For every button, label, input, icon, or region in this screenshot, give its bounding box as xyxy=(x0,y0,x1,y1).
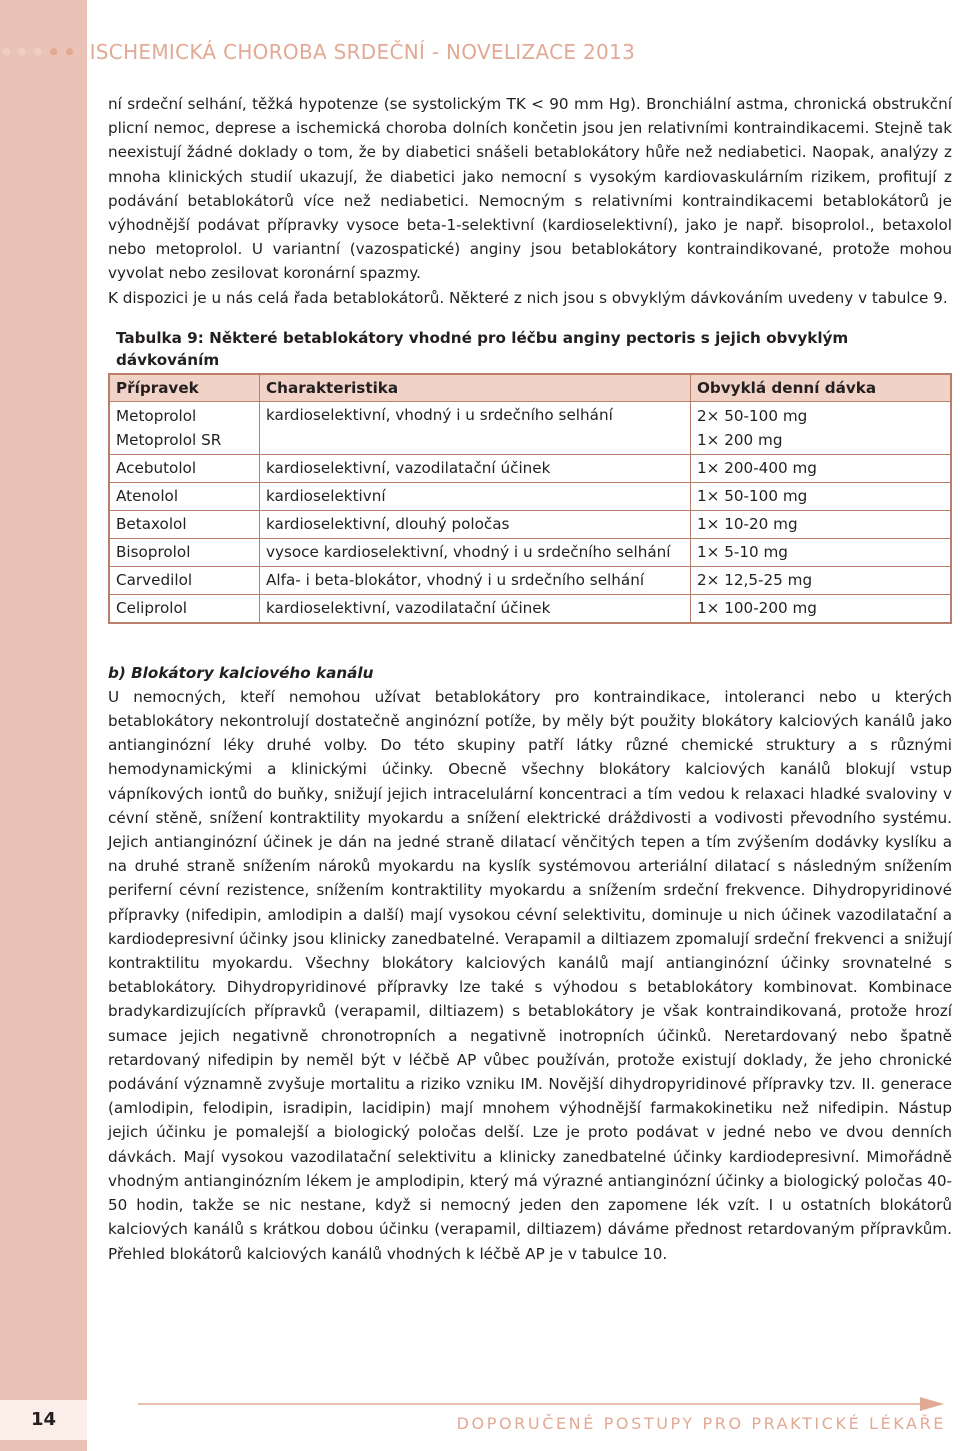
dose-cell: 1× 5-10 mg xyxy=(691,538,952,566)
paragraph: K dispozici je u nás celá řada betablokátorů. Některé z nich jsou s obvyklým dávkováním uvedeny v tabulce 9. xyxy=(108,288,948,307)
characteristic-cell: Alfa- i beta-blokátor, vhodný i u srdečního selhání xyxy=(260,566,691,594)
drug-cell: Acebutolol xyxy=(109,454,260,482)
dose-value: 1× 200 mg xyxy=(697,430,783,449)
dose-cell xyxy=(691,401,952,454)
betablocker-table xyxy=(108,373,952,624)
footer-arrow-rule xyxy=(138,1394,946,1414)
paragraph: U nemocných, kteří nemohou užívat betablokátory pro kontraindikace, intoleranci nebo u kterých betablokátory nekontrolují dostatečně anginózní potíže, by měly být použity blokátory kalciových kanálů jako antianginózní léky druhé volby. Do této skupiny patří látky různé chemické struktury a s různými hemodynamickými a klinickými účinky. Obecně všechny blokátory kalciových kanálů blokují vstup vápníkových iontů do buňky, snižují jejich intracelulární koncentraci a tím vedou k relaxaci hladké svaloviny v cévní stěně, snížení kontraktility myokardu a snížení elektrické dráždivosti a vodivosti převodního systému. Jejich antianginózní účinek je dán na jedné straně dilatací věnčitých tepen a tím zvýšením dodávky kyslíku a na druhé straně snížením nároků myokardu na kyslík systémovou arteriální dilatací s následným snížením periferní cévní rezistence, snížením kontraktility myokardu a snížením srdeční frekvence. Dihydropyridinové přípravky (nifedipin, amlodipin a další) mají vysokou cévní selektivitu, dominuje u nich účinek vazodilatační a kardiodepresivní účinky jsou klinicky zanedbatelné. Verapamil a diltiazem zpomalují srdeční frekvenci a snižují kontraktilitu myokardu. Všechny blokátory kalciových kanálů mají antianginózní účinky srovnatelné s betablokátory. Dihydropyridinové přípravky lze také s výhodou s betablokátory kombinovat. Kombinace bradykardizujících přípravků (verapamil, diltiazem) s betablokátory je však kontraindikovaná, protože hrozí sumace jejich negativně chronotropních a negativně inotropních účinků. Neretardovaný nebo špatně retardovaný nifedipin by neměl být v léčbě AP vůbec používán, protože existují doklady, že jeho chronické podávání významně zvyšuje mortalitu a riziko vzniku IM. Novější dihydropyridinové přípravky tzv. II. generace (amlodipin, felodipin, isradipin, lacidipin) mají mnohem výhodnější farmakokinetiku než nifedipin. Nástup jejich účinku je pomalejší a biologický poločas delší. Lze je proto podávat v jedné nebo ve dvou denních dávkách. Mají vysokou vazodilatační selektivitu a klinicky zanedbatelné účinky kardiodepresivní. Mimořádně vhodným antianginózním lékem je amplodipin, který má výrazné antianginózní účinky a biologický poločas 40-50 hodin, takže se nic nestane, když si nemocný jeden den zapomene lék vzít. I u ostatních blokátorů kalciových kanálů s krátkou dobou účinku (verapamil, diltiazem) dáváme přednost retardovaným přípravkům. Přehled blokátorů kalciových kanálů vhodných k léčbě AP je v tabulce 10. xyxy=(108,687,952,1263)
drug-cell: Bisoprolol xyxy=(109,538,260,566)
table-header-row xyxy=(109,374,951,402)
header-dots-decoration: ••••• xyxy=(0,40,79,64)
page-number: 14 xyxy=(0,1400,87,1440)
table-row xyxy=(109,538,951,566)
characteristic-cell: kardioselektivní, dlouhý poločas xyxy=(260,510,691,538)
running-header xyxy=(0,40,635,74)
dose-cell: 1× 10-20 mg xyxy=(691,510,952,538)
sidebar-band xyxy=(0,0,87,1451)
dose-cell: 2× 12,5-25 mg xyxy=(691,566,952,594)
header-title: ISCHEMICKÁ CHOROBA SRDEČNÍ - NOVELIZACE 2013 xyxy=(89,40,636,64)
paragraph: ní srdeční selhání, těžká hypotenze (se systolickým TK < 90 mm Hg). Bronchiální astma, chronická obstrukční plicní nemoc, deprese a ischemická choroba dolních končetin jsou jen relativními kontraindikacemi. Stejně tak neexistují žádné doklady o tom, že by diabetici snášeli betablokátory hůře než nediabetici. Naopak, analýzy z mnoha klinických studií ukazují, že diabetici jako nemocní s vysokým kardiovaskulárním rizikem, profitují z podávání betablokátorů více než nediabetici. Nemocným s relativními kontraindikacemi betablokátorů je výhodnější podávat přípravky vysoce beta-1-selektivní (kardioselektivní), jako je např. bisoprolol., betaxolol nebo metoprolol. U variantní (vazospatické) anginy jsou betablokátory kontraindikované, protože mohou vyvolat nebo zesilovat koronární spazmy. xyxy=(108,95,952,283)
drug-cell: Carvedilol xyxy=(109,566,260,594)
dose-cell: 1× 50-100 mg xyxy=(691,482,952,510)
characteristic-cell: kardioselektivní, vhodný i u srdečního selhání xyxy=(260,401,691,454)
column-header: Obvyklá denní dávka xyxy=(691,374,952,402)
drug-name: Metoprolol xyxy=(116,406,197,425)
characteristic-cell: kardioselektivní, vazodilatační účinek xyxy=(260,594,691,623)
table-row xyxy=(109,482,951,510)
table-row xyxy=(109,401,951,454)
table-row xyxy=(109,594,951,623)
characteristic-cell: vysoce kardioselektivní, vhodný i u srdečního selhání xyxy=(260,538,691,566)
dose-cell: 1× 100-200 mg xyxy=(697,598,817,617)
drug-cell: Betaxolol xyxy=(109,510,260,538)
drug-cell: Celiprolol xyxy=(109,594,260,623)
table-row xyxy=(109,454,951,482)
column-header: Charakteristika xyxy=(260,374,691,402)
dose-value: 2× 50-100 mg xyxy=(697,406,808,425)
drug-name: Metoprolol SR xyxy=(116,430,222,449)
drug-cell: Atenolol xyxy=(109,482,260,510)
table-row xyxy=(109,566,951,594)
footer-title: DOPORUČENÉ POSTUPY PRO PRAKTICKÉ LÉKAŘE xyxy=(456,1414,946,1433)
table-row xyxy=(109,510,951,538)
dose-cell: 1× 200-400 mg xyxy=(691,454,952,482)
characteristic-cell: kardioselektivní xyxy=(260,482,691,510)
characteristic-cell: kardioselektivní, vazodilatační účinek xyxy=(260,454,691,482)
main-content xyxy=(108,92,952,1266)
table-caption: Tabulka 9: Některé betablokátory vhodné pro léčbu anginy pectoris s jejich obvyklým dávkováním xyxy=(116,328,849,369)
column-header: Přípravek xyxy=(109,374,260,402)
section-heading: b) Blokátory kalciového kanálu xyxy=(108,663,374,682)
drug-cell xyxy=(109,401,260,454)
